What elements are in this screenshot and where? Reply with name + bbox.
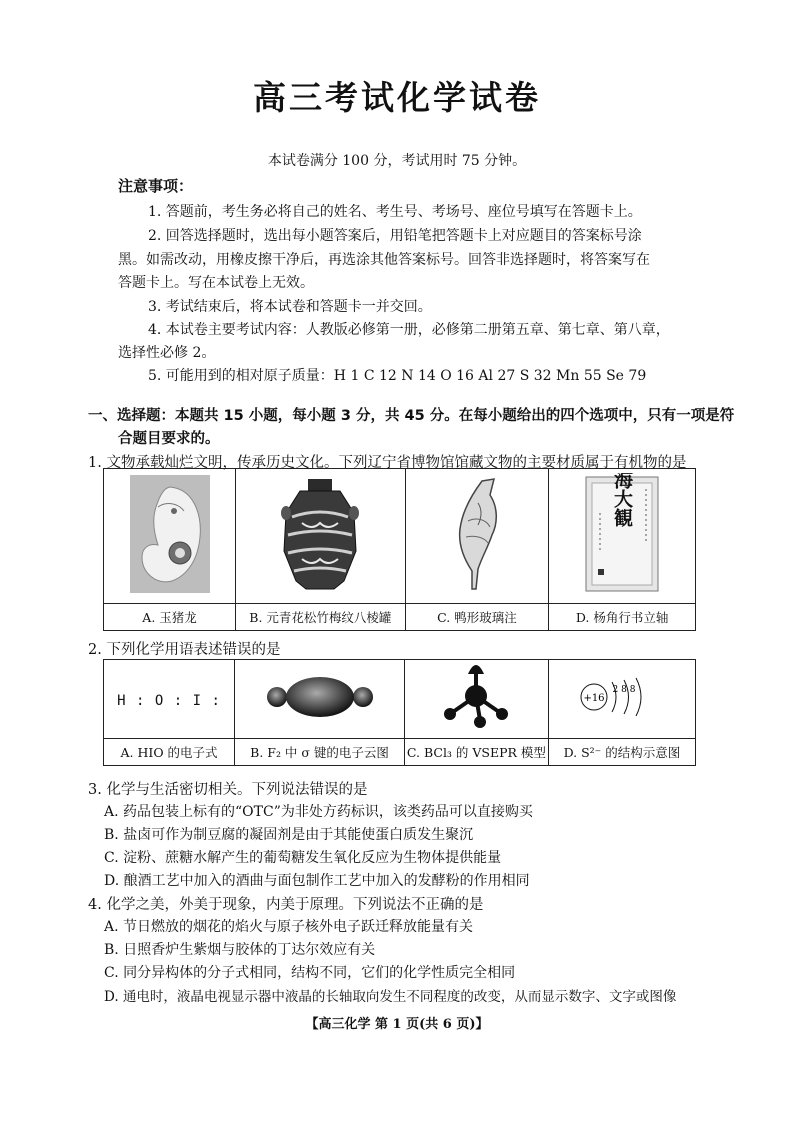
lewis-formula: H : O : I :: [117, 692, 221, 709]
notice-line: 选择性必修 2。: [118, 345, 216, 361]
exam-subtitle: 本试卷满分 100 分，考试用时 75 分钟。: [267, 153, 527, 169]
notice-line: 答题卡上。写在本试卷上无效。: [118, 275, 314, 291]
q1-figure-table: [103, 468, 696, 631]
q4-option-b: B. 日照香炉生紫烟与胶体的丁达尔效应有关: [104, 942, 376, 958]
notice-line: 5. 可能用到的相对原子质量：H 1 C 12 N 14 O 16 Al 27 S 32 Mn 55 Se 79: [148, 368, 647, 384]
q3-option-a: A. 药品包装上标有的“OTC”为非处方药标识，该类药品可以直接购买: [104, 804, 533, 820]
notice-line: 1. 答题前，考生务必将自己的姓名、考生号、考场号、座位号填写在答题卡上。: [148, 204, 642, 220]
page-footer: 【高三化学 第 1 页(共 6 页)】: [305, 1017, 489, 1032]
question-2-stem: 2. 下列化学用语表述错误的是: [88, 642, 281, 658]
notice-line: 3. 考试结束后，将本试卷和答题卡一并交回。: [148, 299, 432, 315]
page-title: 高三考试化学试卷: [253, 78, 541, 117]
q2-option-b: B. F₂ 中 σ 键的电子云图: [235, 739, 405, 766]
f2-sigma-electron-cloud: [235, 660, 405, 739]
q4-option-d: D. 通电时，液晶电视显示器中液晶的长轴取向发生不同程度的改变，从而显示数字、文字或图像: [104, 989, 677, 1005]
notice-heading: 注意事项：: [118, 177, 194, 195]
q3-option-c: C. 淀粉、蔗糖水解产生的葡萄糖发生氧化反应为生物体提供能量: [104, 850, 502, 866]
question-3-stem: 3. 化学与生活密切相关。下列说法错误的是: [88, 782, 368, 798]
section-heading: 一、选择题：本题共 15 小题，每小题 3 分，共 45 分。在每小题给出的四个选项中，只有一项是符: [88, 408, 735, 424]
q3-option-b: B. 盐卤可作为制豆腐的凝固剂是由于其能使蛋白质发生聚沉: [104, 827, 474, 843]
notice-line: 黑。如需改动，用橡皮擦干净后，再选涂其他答案标号。回答非选择题时，将答案写在: [118, 252, 650, 268]
duck-glass-vessel-image: [405, 469, 549, 604]
q2-option-a: A. HIO 的电子式: [104, 739, 235, 766]
q4-option-a: A. 节日燃放的烟花的焰火与原子核外电子跃迁释放能量有关: [104, 919, 474, 935]
hio-lewis-structure: [104, 660, 235, 739]
jade-pig-dragon-image: [104, 469, 236, 604]
q3-option-d: D. 酿酒工艺中加入的酒曲与面包制作工艺中加入的发酵粉的作用相同: [104, 873, 530, 889]
bcl3-vsepr-model: [404, 660, 548, 739]
scroll-calligraphy: 董海大観: [611, 473, 634, 527]
q4-option-c: C. 同分异构体的分子式相同，结构不同，它们的化学性质完全相同: [104, 965, 516, 981]
blue-white-jar-image: [236, 469, 406, 604]
section-heading-cont: 合题目要求的。: [118, 431, 220, 447]
electron-shells: 2 8 8: [612, 685, 636, 695]
q1-option-d: D. 杨角行书立轴: [549, 604, 696, 631]
question-1-stem: 1. 文物承载灿烂文明，传承历史文化。下列辽宁省博物馆馆藏文物的主要材质属于有机物的是: [88, 455, 687, 471]
q2-figure-table: [103, 659, 696, 766]
notice-line: 4. 本试卷主要考试内容：人教版必修第一册，必修第二册第五章、第七章、第八章，: [148, 322, 670, 338]
q1-option-c: C. 鸭形玻璃注: [405, 604, 549, 631]
sulfide-ion-structure-diagram: [548, 660, 695, 739]
calligraphy-scroll-image: [549, 469, 696, 604]
q1-option-a: A. 玉猪龙: [104, 604, 236, 631]
question-4-stem: 4. 化学之美，外美于现象，内美于原理。下列说法不正确的是: [88, 897, 484, 913]
q1-option-b: B. 元青花松竹梅纹八棱罐: [236, 604, 406, 631]
q2-option-c: C. BCl₃ 的 VSEPR 模型: [404, 739, 548, 766]
q2-option-d: D. S²⁻ 的结构示意图: [548, 739, 695, 766]
nucleus-charge: +16: [583, 693, 605, 704]
notice-line: 2. 回答选择题时，选出每小题答案后，用铅笔把答题卡上对应题目的答案标号涂: [148, 228, 642, 244]
